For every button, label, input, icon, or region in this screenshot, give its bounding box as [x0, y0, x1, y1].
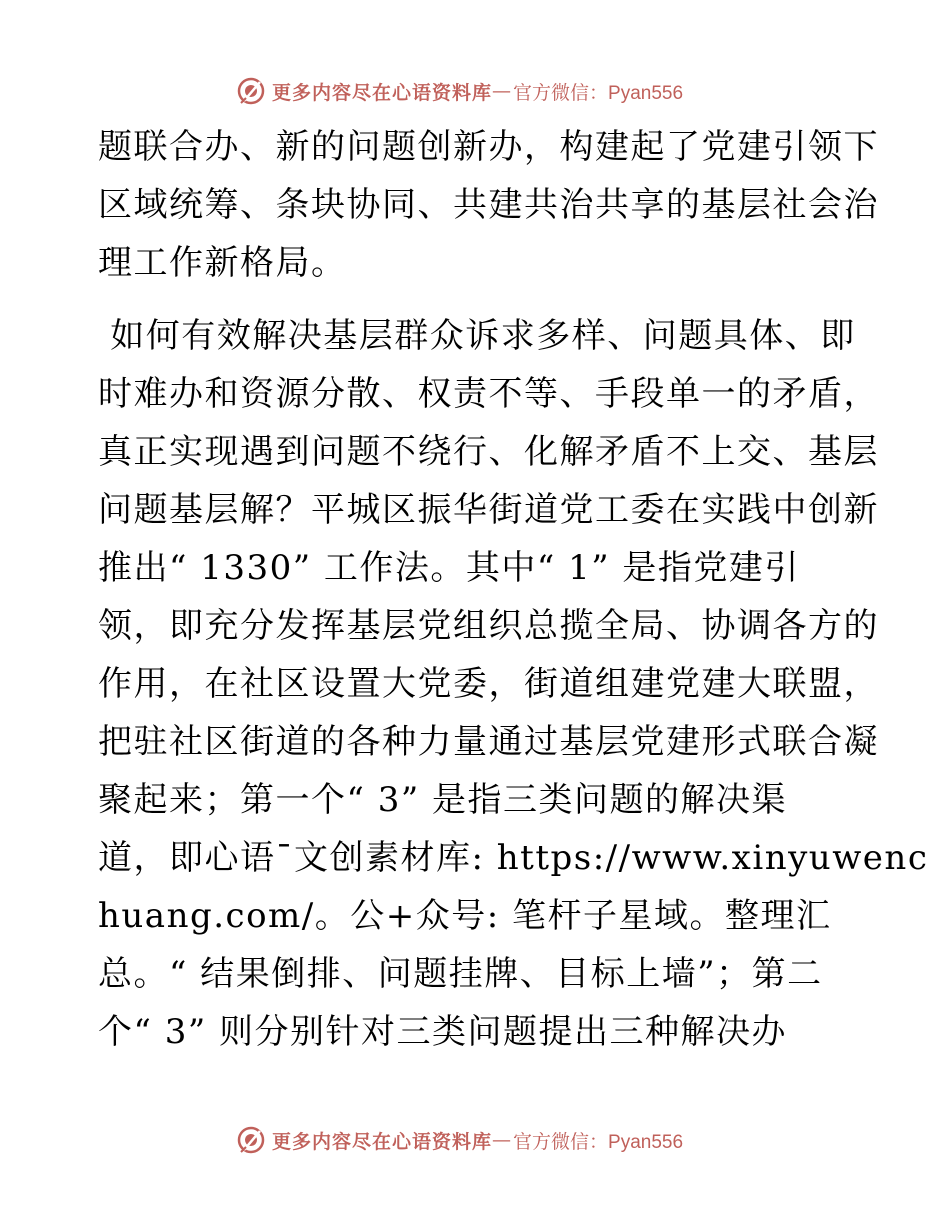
header-contact-text: 官方微信：Pyan556	[513, 82, 684, 104]
paragraph2-line: 道，即心语¯文创素材库: https://www.xinyuwenc	[98, 838, 929, 878]
paragraph2-line: 作用，在社区设置大党委，街道组建党建大联盟，	[98, 664, 879, 704]
footer-separator: —	[492, 1129, 512, 1151]
paragraph2-line: 真正实现遇到问题不绕行、化解矛盾不上交、基层	[98, 432, 879, 472]
quill-logo-icon	[236, 76, 266, 106]
paragraph1-line: 题联合办、新的问题创新办，构建起了党建引领下	[98, 127, 879, 167]
paragraph1-line: 理工作新格局。	[98, 243, 347, 283]
paragraph1-line: 区域统筹、条块协同、共建共治共享的基层社会治	[98, 185, 879, 225]
footer-watermark	[236, 1123, 683, 1157]
paragraph2-line: 领，即充分发挥基层党组织总揽全局、协调各方的	[98, 606, 879, 646]
paragraph2-line: 聚起来；第一个“ 3” 是指三类问题的解决渠	[98, 780, 788, 820]
paragraph2-line: 如何有效解决基层群众诉求多样、问题具体、即	[98, 316, 856, 356]
paragraph2-line: 时难办和资源分散、权责不等、手段单一的矛盾，	[98, 374, 879, 414]
footer-site-text: 更多内容尽在心语资料库	[272, 1130, 493, 1153]
header-site-text: 更多内容尽在心语资料库	[272, 81, 493, 104]
header-watermark	[236, 74, 683, 108]
paragraph2-line: 把驻社区街道的各种力量通过基层党建形式联合凝	[98, 722, 879, 762]
footer-contact-text: 官方微信：Pyan556	[513, 1131, 684, 1153]
paragraph2-line: 总。“ 结果倒排、问题挂牌、目标上墙”；第二	[98, 954, 823, 994]
quill-logo-icon	[236, 1125, 266, 1155]
paragraph2-line: 推出“ 1330” 工作法。其中“ 1” 是指党建引	[98, 548, 800, 588]
header-separator: —	[492, 80, 512, 102]
paragraph2-line: huang.com/。公+众号: 笔杆子星域。整理汇	[98, 896, 832, 936]
paragraph2-line: 个“ 3” 则分别针对三类问题提出三种解决办	[98, 1012, 788, 1052]
paragraph2-line: 问题基层解？平城区振华街道党工委在实践中创新	[98, 490, 879, 530]
